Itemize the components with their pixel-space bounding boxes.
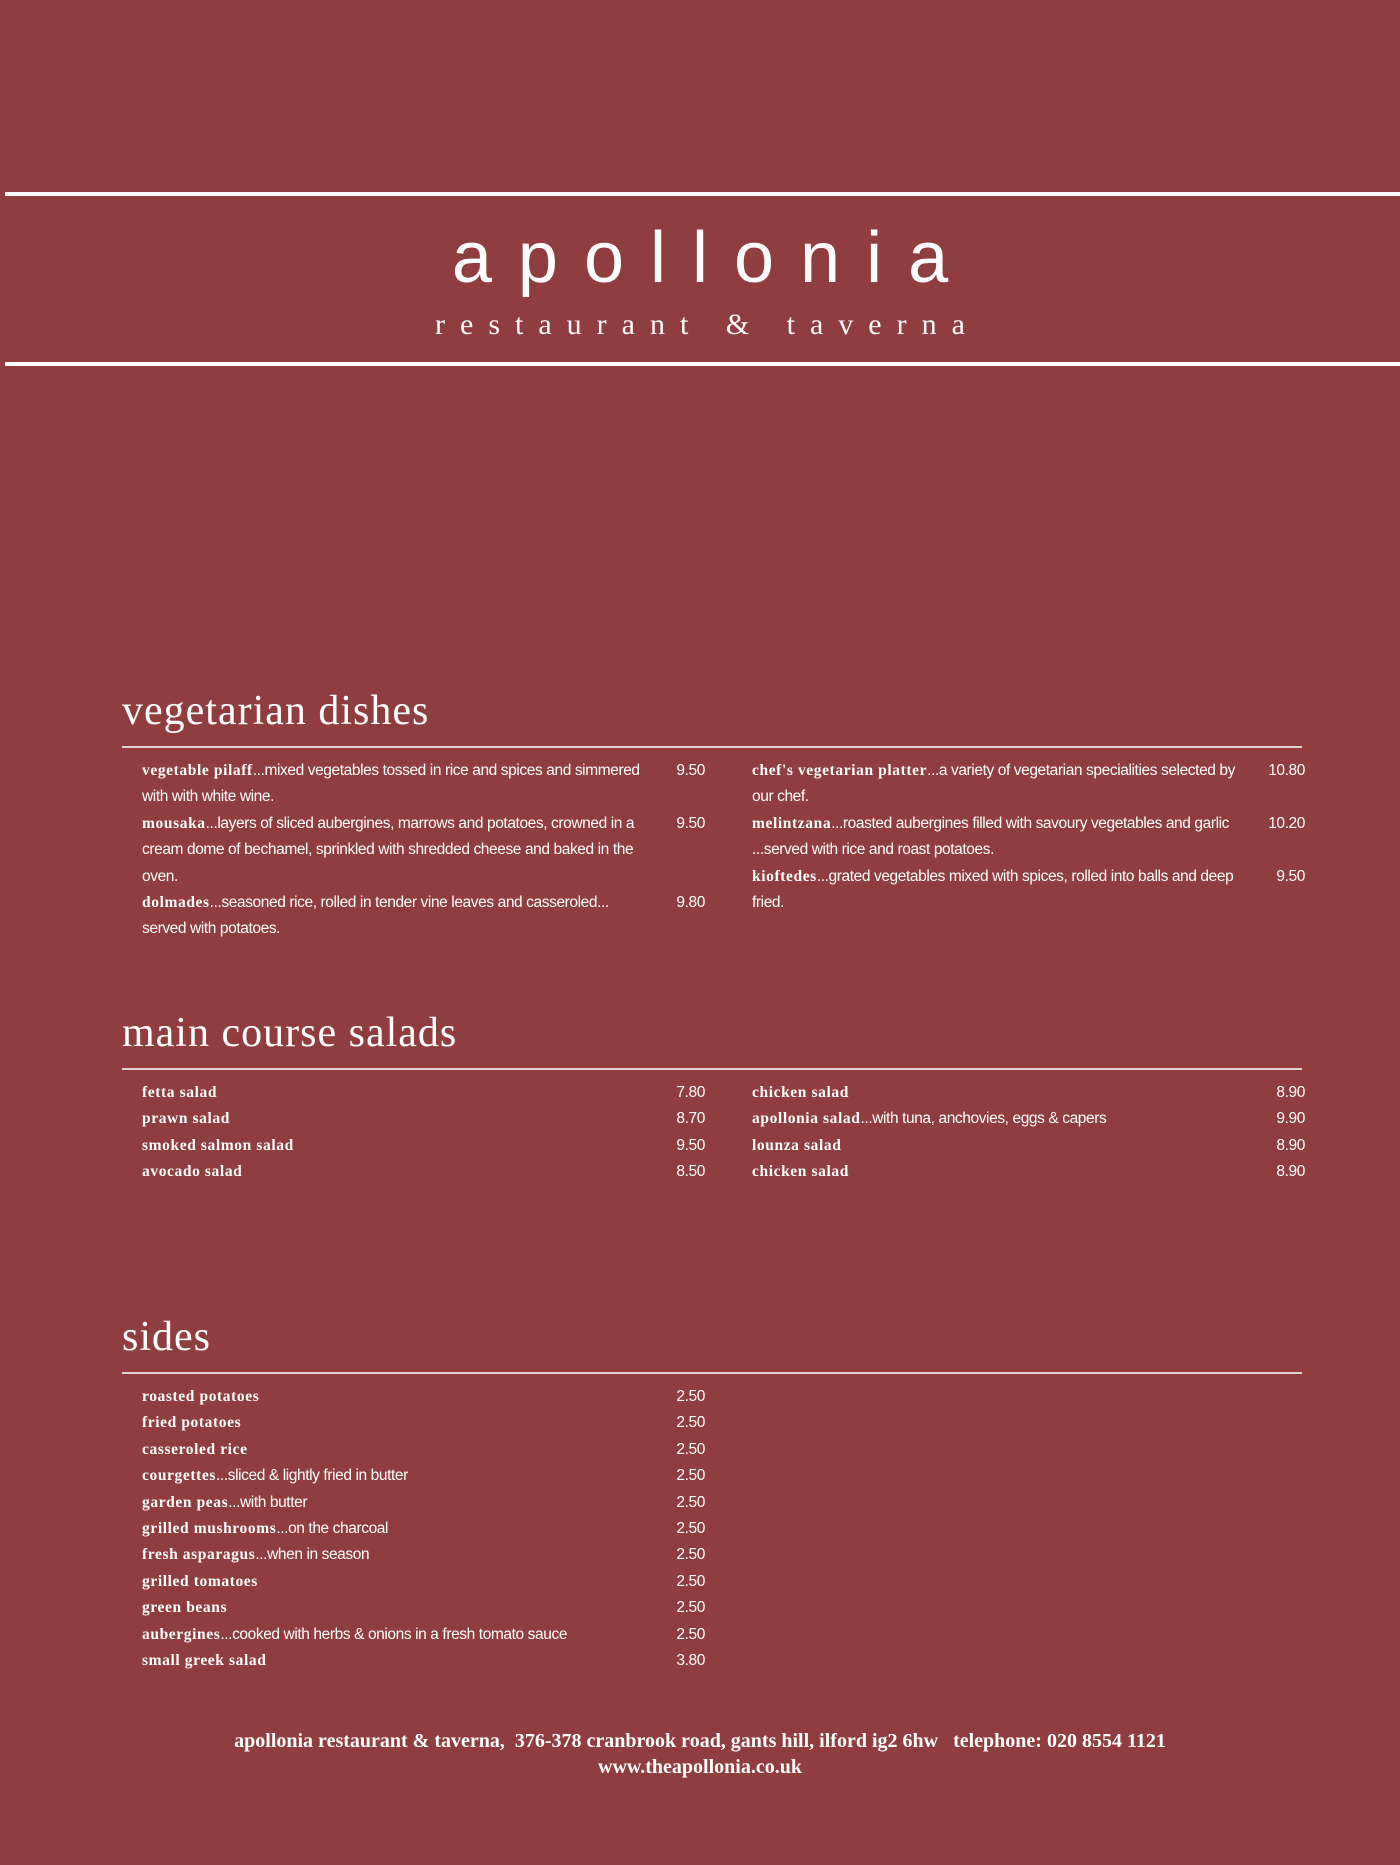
menu-item-price: 9.50 [676,762,705,779]
section-rule [122,1372,1302,1374]
menu-item-name: fresh asparagus [142,1546,256,1564]
menu-item-description: ...seasoned rice, rolled in tender vine leaves and casseroled... served with potatoes. [142,894,609,938]
menu-item-description: ...sliced & lightly fried in butter [216,1467,408,1485]
menu-item-text [142,1133,705,1159]
menu-item-description: ...with butter [228,1493,308,1511]
menu-item-name: prawn salad [142,1110,230,1128]
menu-item-price: 9.80 [676,894,705,912]
menu-item-price: 9.90 [1276,1110,1305,1128]
menu-item-price: 2.50 [676,1440,705,1458]
menu-item-name: roasted potatoes [142,1388,260,1405]
restaurant-subtitle: restaurant & taverna [435,308,980,341]
menu-item-text [752,758,1252,811]
menu-item [142,1106,705,1132]
section-title-vegetarian: vegetarian dishes [122,688,430,734]
menu-item-name: grilled mushrooms [142,1520,277,1538]
menu-item-name: aubergines [142,1625,221,1643]
menu-item [142,1622,705,1648]
menu-item-name: vegetable pilaff [142,762,253,779]
menu-item-price: 2.50 [676,1546,705,1564]
menu-item-price: 2.50 [676,1414,705,1432]
menu-item-price: 8.90 [1276,1163,1305,1181]
menu-item-text [142,1437,705,1463]
menu-item-name: melintzana [752,814,832,832]
menu-item-text [142,811,652,890]
menu-item [142,1463,705,1489]
menu-item-text [142,1622,705,1648]
menu-item-name: grilled tomatoes [142,1572,258,1590]
footer-website-link[interactable]: www.theapollonia.co.uk [598,1756,802,1778]
menu-item-price: 8.90 [1276,1136,1305,1154]
menu-item-price: 2.50 [676,1572,705,1590]
menu-item-text [752,811,1252,864]
section-title-salads: main course salads [122,1010,458,1056]
menu-item-text [142,1542,705,1568]
menu-item-text [142,1159,705,1185]
menu-item-name: kioftedes [752,867,817,885]
menu-item [142,1542,705,1568]
menu-item [752,1106,1305,1132]
sides-column [142,1384,705,1674]
restaurant-name: apollonia [451,218,975,298]
menu-item-price: 7.80 [676,1084,705,1101]
menu-item-text [142,1648,705,1674]
menu-item [752,758,1305,811]
menu-item-description: ...with tuna, anchovies, eggs & capers [860,1110,1107,1128]
menu-item-description: ...on the charcoal [276,1520,389,1538]
vegetarian-section [122,688,1305,948]
menu-item-text [142,890,652,943]
menu-item-name: casseroled rice [142,1440,248,1458]
menu-item [142,1648,705,1674]
menu-item-description: ...roasted aubergines filled with savoury vegetables and garlic ...served with rice and roast potatoes. [752,814,1230,859]
menu-item [752,811,1305,864]
menu-item [142,890,705,943]
menu-item-name: avocado salad [142,1163,243,1181]
menu-item-description: ...a variety of vegetarian specialities selected by our chef. [752,762,1235,806]
menu-item [142,1490,705,1516]
menu-item [752,864,1305,917]
menu-item-text [752,864,1252,917]
menu-item-price: 10.20 [1268,814,1305,832]
menu-item-text [752,1106,1305,1132]
menu-item-name: fried potatoes [142,1414,242,1432]
menu-item-price: 9.50 [676,1136,705,1154]
menu-item-text [142,1384,705,1410]
menu-item-text [752,1159,1305,1185]
menu-item-price: 3.80 [676,1652,705,1670]
menu-item-name: chicken salad [752,1084,849,1101]
menu-item-price: 2.50 [676,1520,705,1538]
menu-item-name: fetta salad [142,1084,218,1101]
menu-item [142,1080,705,1106]
menu-item-description: ...grated vegetables mixed with spices, rolled into balls and deep fried. [752,867,1234,912]
menu-item-text [142,1490,705,1516]
menu-item-name: apollonia salad [752,1110,861,1128]
menu-item-text [142,1516,705,1542]
menu-item-name: small greek salad [142,1652,267,1670]
salads-columns [122,1080,1305,1190]
menu-item-text [142,1463,705,1489]
menu-item [142,758,705,811]
menu-item [142,1133,705,1159]
salads-section [122,1010,1305,1190]
menu-item-price: 8.90 [1276,1084,1305,1101]
menu-item-name: courgettes [142,1467,216,1485]
menu-item [752,1159,1305,1185]
menu-item [142,1159,705,1185]
menu-item-text [752,1080,1305,1106]
menu-item-text [142,1569,705,1595]
menu-item-name: garden peas [142,1493,229,1511]
menu-item-text [142,1595,705,1621]
footer-address: apollonia restaurant & taverna, 376-378 cranbrook road, gants hill, ilford ig2 6hw telephone: 020 8554 1121 [234,1730,1166,1752]
salads-right-column [752,1080,1305,1186]
header-top-rule [5,192,1400,196]
menu-item-name: smoked salmon salad [142,1136,294,1154]
menu-item-text [142,1410,705,1436]
menu-item-price: 2.50 [676,1493,705,1511]
menu-item-price: 2.50 [676,1625,705,1643]
menu-item-name: lounza salad [752,1136,842,1154]
menu-item [142,1410,705,1436]
menu-item-price: 9.50 [676,814,705,832]
vegetarian-right-column [752,758,1305,916]
menu-item-description: ...when in season [255,1546,370,1564]
section-rule [122,746,1302,748]
menu-item-text [142,1106,705,1132]
menu-item-description: ...cooked with herbs & onions in a fresh tomato sauce [220,1625,568,1643]
vegetarian-left-column [142,758,705,943]
menu-item-price: 2.50 [676,1467,705,1485]
menu-item [142,1437,705,1463]
menu-item [142,1569,705,1595]
salads-left-column [142,1080,705,1186]
menu-item-name: chef's vegetarian platter [752,762,928,779]
menu-item-description: ...layers of sliced aubergines, marrows and potatoes, crowned in a cream dome of bechamel, sprinkled with shredded cheese and baked in the oven. [142,814,635,885]
menu-item [752,1133,1305,1159]
menu-item-name: mousaka [142,814,206,832]
section-title-sides: sides [122,1314,211,1360]
menu-item [142,1384,705,1410]
menu-item-price: 10.80 [1268,762,1305,779]
menu-item-price: 8.70 [676,1110,705,1128]
menu-item-name: dolmades [142,894,210,912]
sides-columns [122,1384,1302,1684]
menu-item-price: 9.50 [1276,867,1305,885]
menu-item-description: ...mixed vegetables tossed in rice and spices and simmered with with white wine. [142,762,640,806]
brand-header [0,218,1400,341]
menu-item [142,1595,705,1621]
sides-section [122,1316,1302,1684]
menu-item-price: 8.50 [676,1163,705,1181]
menu-item [142,1516,705,1542]
menu-item [142,811,705,890]
menu-item-text [142,758,652,811]
menu-item-price: 2.50 [676,1599,705,1617]
menu-item-name: green beans [142,1599,228,1617]
section-rule [122,1068,1302,1070]
menu-item-text [142,1080,705,1106]
menu-item-price: 2.50 [676,1388,705,1405]
header-bottom-rule [5,362,1400,366]
menu-item-text [752,1133,1305,1159]
menu-item-name: chicken salad [752,1163,849,1181]
vegetarian-columns [122,758,1305,948]
footer [0,1728,1400,1780]
menu-item [752,1080,1305,1106]
